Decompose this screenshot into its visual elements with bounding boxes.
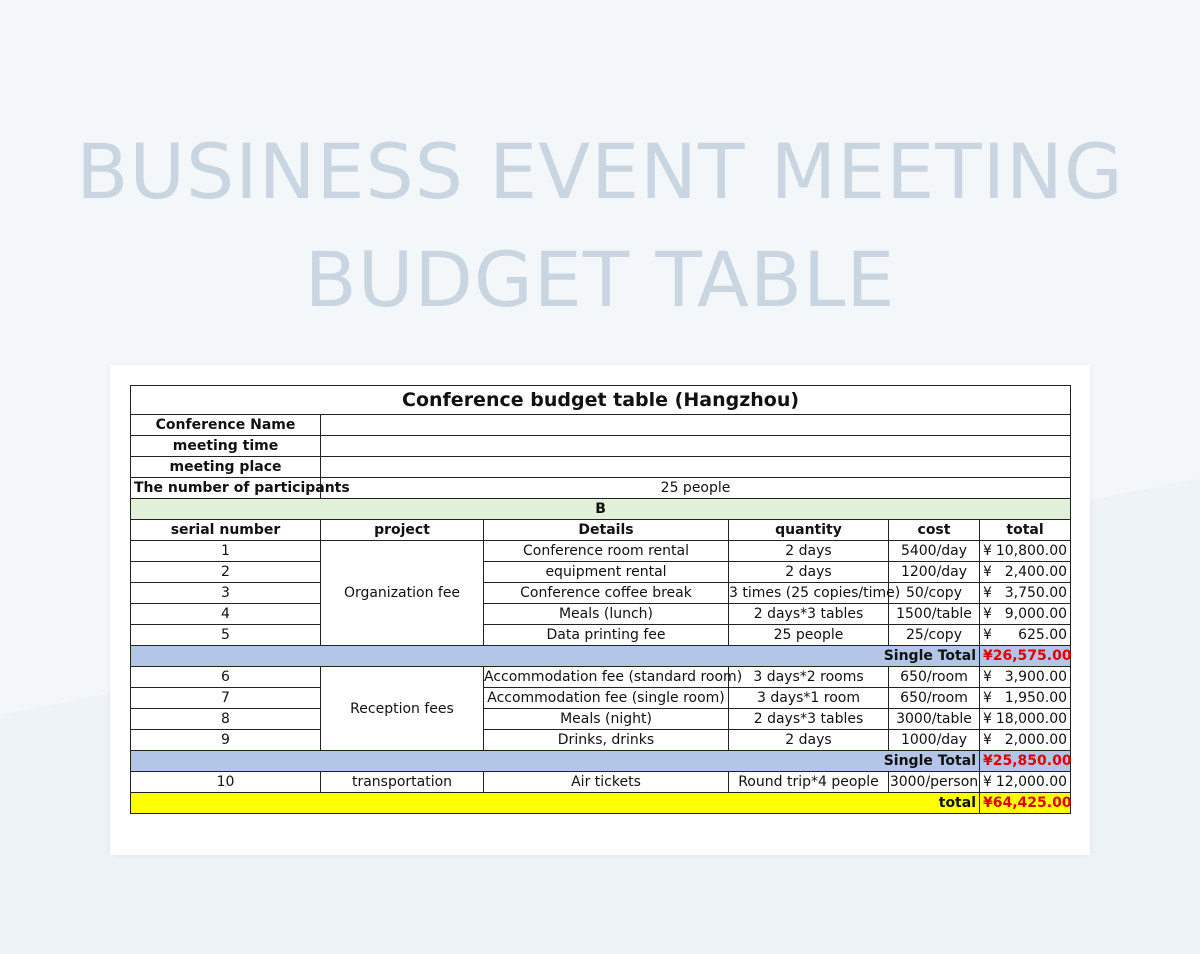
hero-title-line2: BUDGET TABLE <box>304 235 896 324</box>
cell-total[interactable] <box>980 562 1071 583</box>
amount: 3,750.00 <box>1004 585 1068 601</box>
table-row <box>131 562 1071 583</box>
cell-details[interactable]: Conference coffee break <box>484 583 729 604</box>
cell-num[interactable]: 6 <box>131 667 321 688</box>
cell-num[interactable]: 2 <box>131 562 321 583</box>
table-row <box>131 604 1071 625</box>
cell-details[interactable]: Data printing fee <box>484 625 729 646</box>
cell-project[interactable]: transportation <box>321 772 484 793</box>
cell-total[interactable] <box>980 604 1071 625</box>
grand-total-label: total <box>131 793 980 814</box>
table-title-row <box>131 386 1071 415</box>
cell-details[interactable]: Accommodation fee (standard room) <box>484 667 729 688</box>
table-row <box>131 583 1071 604</box>
info-label: Conference Name <box>131 415 321 436</box>
info-row <box>131 457 1071 478</box>
cell-total[interactable] <box>980 667 1071 688</box>
table-row <box>131 625 1071 646</box>
subtotal-row <box>131 646 1071 667</box>
table-row <box>131 667 1071 688</box>
cell-num[interactable]: 1 <box>131 541 321 562</box>
cell-num[interactable]: 4 <box>131 604 321 625</box>
cell-cost[interactable]: 1000/day <box>889 730 980 751</box>
column-header: project <box>321 520 484 541</box>
cell-cost[interactable]: 5400/day <box>889 541 980 562</box>
cell-details[interactable]: Meals (lunch) <box>484 604 729 625</box>
info-value[interactable]: 25 people <box>321 478 1071 499</box>
cell-num[interactable]: 10 <box>131 772 321 793</box>
amount: 10,800.00 <box>995 543 1068 559</box>
cell-details[interactable]: Accommodation fee (single room) <box>484 688 729 709</box>
currency-symbol: ¥ <box>983 627 992 643</box>
currency-symbol: ¥ <box>983 543 992 559</box>
cell-cost[interactable]: 650/room <box>889 688 980 709</box>
currency-symbol: ¥ <box>983 564 992 580</box>
grand-total-value[interactable]: ¥64,425.00 <box>980 793 1071 814</box>
grand-total-row <box>131 793 1071 814</box>
cell-quantity[interactable]: 2 days*3 tables <box>729 709 889 730</box>
cell-quantity[interactable]: 2 days <box>729 562 889 583</box>
cell-details[interactable]: equipment rental <box>484 562 729 583</box>
cell-total[interactable] <box>980 709 1071 730</box>
cell-quantity[interactable]: 25 people <box>729 625 889 646</box>
cell-cost[interactable]: 650/room <box>889 667 980 688</box>
cell-num[interactable]: 9 <box>131 730 321 751</box>
section-band <box>131 499 1071 520</box>
currency-symbol: ¥ <box>983 606 992 622</box>
info-value[interactable] <box>321 436 1071 457</box>
cell-details[interactable]: Drinks, drinks <box>484 730 729 751</box>
info-label: meeting place <box>131 457 321 478</box>
amount: 1,950.00 <box>1004 690 1068 706</box>
cell-quantity[interactable]: 3 days*2 rooms <box>729 667 889 688</box>
cell-quantity[interactable]: Round trip*4 people <box>729 772 889 793</box>
column-header-row <box>131 520 1071 541</box>
subtotal-value[interactable]: ¥25,850.00 <box>980 751 1071 772</box>
amount: 2,400.00 <box>1004 564 1068 580</box>
subtotal-row <box>131 751 1071 772</box>
cell-cost[interactable]: 50/copy <box>889 583 980 604</box>
cell-cost[interactable]: 3000/table <box>889 709 980 730</box>
amount: 9,000.00 <box>1004 606 1068 622</box>
cell-num[interactable]: 5 <box>131 625 321 646</box>
cell-quantity[interactable]: 2 days <box>729 730 889 751</box>
info-label: The number of participants <box>131 478 321 499</box>
column-header: Details <box>484 520 729 541</box>
cell-cost[interactable]: 3000/person <box>889 772 980 793</box>
cell-quantity[interactable]: 2 days*3 tables <box>729 604 889 625</box>
cell-details[interactable]: Air tickets <box>484 772 729 793</box>
section-label: B <box>131 499 1071 520</box>
hero-title-line1: BUSINESS EVENT MEETING <box>76 127 1124 216</box>
cell-cost[interactable]: 1200/day <box>889 562 980 583</box>
cell-total[interactable] <box>980 730 1071 751</box>
budget-table <box>130 385 1071 814</box>
subtotal-value[interactable]: ¥26,575.00 <box>980 646 1071 667</box>
cell-total[interactable] <box>980 688 1071 709</box>
table-row <box>131 709 1071 730</box>
cell-num[interactable]: 8 <box>131 709 321 730</box>
info-row <box>131 436 1071 457</box>
currency-symbol: ¥ <box>983 711 992 727</box>
column-header: total <box>980 520 1071 541</box>
cell-details[interactable]: Conference room rental <box>484 541 729 562</box>
info-value[interactable] <box>321 415 1071 436</box>
currency-symbol: ¥ <box>983 732 992 748</box>
cell-project[interactable]: Organization fee <box>321 541 484 646</box>
cell-total[interactable] <box>980 625 1071 646</box>
info-row <box>131 478 1071 499</box>
amount: 625.00 <box>1018 627 1068 643</box>
cell-quantity[interactable]: 3 times (25 copies/time) <box>729 583 889 604</box>
cell-total[interactable] <box>980 583 1071 604</box>
info-row <box>131 415 1071 436</box>
currency-symbol: ¥ <box>983 774 992 790</box>
table-title: Conference budget table (Hangzhou) <box>131 386 1071 415</box>
info-label: meeting time <box>131 436 321 457</box>
cell-quantity[interactable]: 2 days <box>729 541 889 562</box>
cell-cost[interactable]: 1500/table <box>889 604 980 625</box>
cell-total[interactable] <box>980 772 1071 793</box>
subtotal-label: Single Total <box>131 646 980 667</box>
info-value[interactable] <box>321 457 1071 478</box>
subtotal-label: Single Total <box>131 751 980 772</box>
cell-details[interactable]: Meals (night) <box>484 709 729 730</box>
cell-num[interactable]: 7 <box>131 688 321 709</box>
spreadsheet-card <box>110 365 1090 855</box>
table-row <box>131 730 1071 751</box>
currency-symbol: ¥ <box>983 690 992 706</box>
table-row <box>131 688 1071 709</box>
table-row <box>131 772 1071 793</box>
column-header: serial number <box>131 520 321 541</box>
cell-num[interactable]: 3 <box>131 583 321 604</box>
column-header: cost <box>889 520 980 541</box>
cell-quantity[interactable]: 3 days*1 room <box>729 688 889 709</box>
amount: 3,900.00 <box>1004 669 1068 685</box>
cell-total[interactable] <box>980 541 1071 562</box>
amount: 18,000.00 <box>995 711 1068 727</box>
amount: 12,000.00 <box>995 774 1068 790</box>
cell-project[interactable]: Reception fees <box>321 667 484 751</box>
currency-symbol: ¥ <box>983 585 992 601</box>
amount: 2,000.00 <box>1004 732 1068 748</box>
column-header: quantity <box>729 520 889 541</box>
hero-title <box>0 118 1200 334</box>
table-row <box>131 541 1071 562</box>
cell-cost[interactable]: 25/copy <box>889 625 980 646</box>
currency-symbol: ¥ <box>983 669 992 685</box>
